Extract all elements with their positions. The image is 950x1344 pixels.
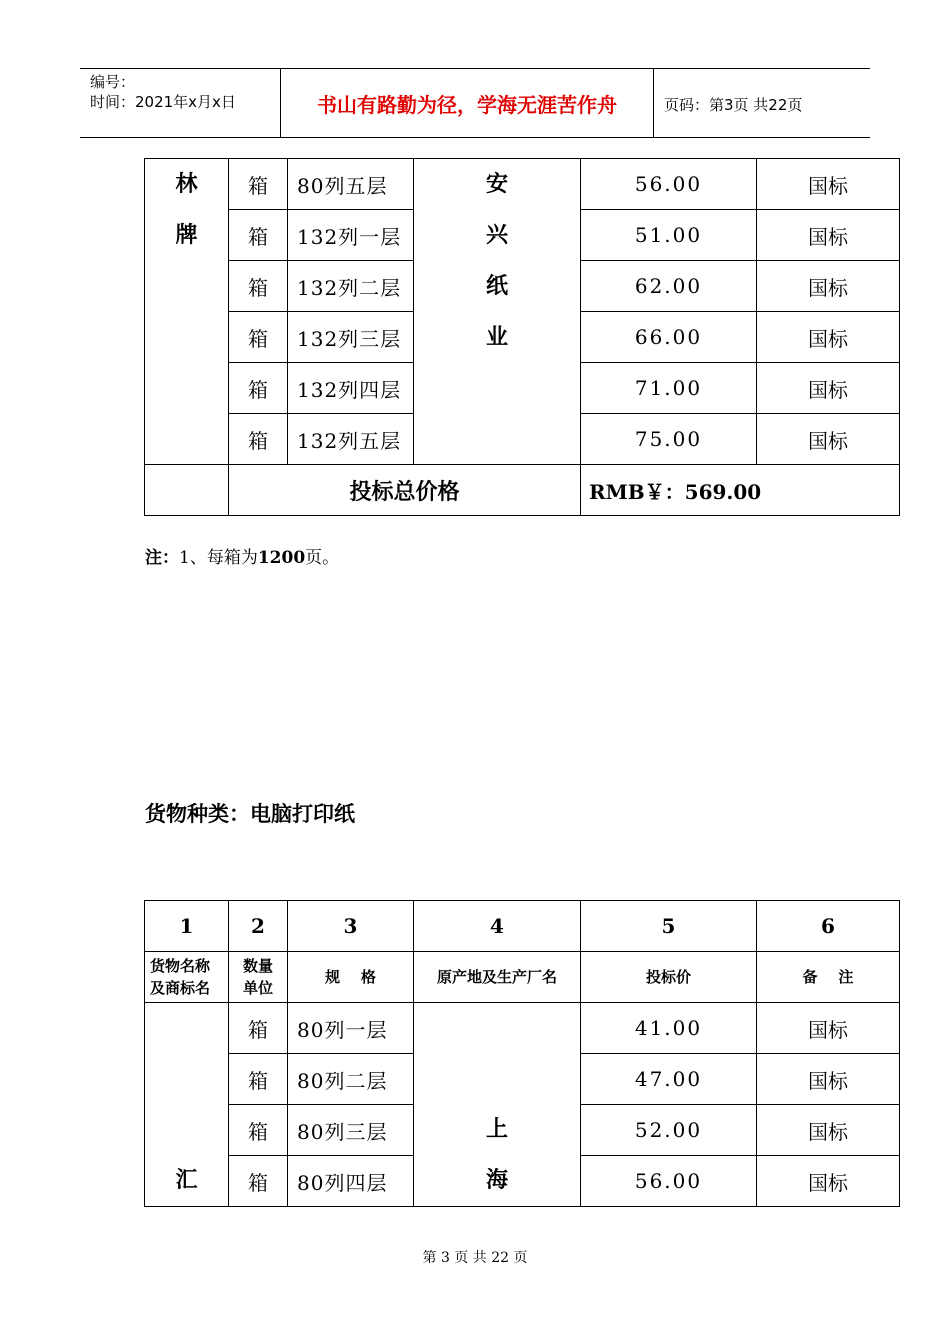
- spec-cell: 80列二层: [288, 1054, 414, 1105]
- column-number: 2: [229, 901, 288, 952]
- origin-char: 上: [485, 1116, 508, 1142]
- column-number: 3: [288, 901, 414, 952]
- header-price: 投标价: [581, 952, 757, 1003]
- header-goods-name: [145, 952, 229, 1003]
- price-cell: 41.00: [581, 1003, 757, 1054]
- origin-char: 业: [485, 324, 508, 350]
- total-price-label: 投标总价格: [229, 465, 581, 516]
- remark-cell: 国标: [757, 1003, 900, 1054]
- header-spec: 规 格: [288, 952, 414, 1003]
- brand-char: 林: [175, 171, 198, 197]
- brand-cell: [145, 159, 229, 465]
- remark-cell: 国标: [757, 414, 900, 465]
- header-qty-line2: 单位: [242, 979, 273, 997]
- note-suffix: 页。: [305, 548, 340, 568]
- spec-cell: 80列三层: [288, 1105, 414, 1156]
- goods-type-heading: 货物种类：电脑打印纸: [145, 801, 355, 826]
- price-cell: 56.00: [581, 1156, 757, 1207]
- origin-cell: [414, 1003, 581, 1207]
- header-origin: 原产地及生产厂名: [414, 952, 581, 1003]
- remark-cell: 国标: [757, 1156, 900, 1207]
- empty-cell: [145, 465, 229, 516]
- spec-cell: 80列四层: [288, 1156, 414, 1207]
- remark-cell: 国标: [757, 210, 900, 261]
- unit-cell: 箱: [229, 363, 288, 414]
- column-number: 4: [414, 901, 581, 952]
- unit-cell: 箱: [229, 1156, 288, 1207]
- column-number: 5: [581, 901, 757, 952]
- price-cell: 47.00: [581, 1054, 757, 1105]
- note-text: [145, 543, 339, 568]
- unit-cell: 箱: [229, 1054, 288, 1105]
- page-footer: 第 3 页 共 22 页: [422, 1250, 528, 1266]
- header-remark: 备 注: [757, 952, 900, 1003]
- price-cell: 75.00: [581, 414, 757, 465]
- price-cell: 62.00: [581, 261, 757, 312]
- unit-cell: 箱: [229, 414, 288, 465]
- column-number: 1: [145, 901, 229, 952]
- unit-cell: 箱: [229, 210, 288, 261]
- spec-cell: 132列四层: [288, 363, 414, 414]
- unit-cell: 箱: [229, 261, 288, 312]
- remark-cell: 国标: [757, 1105, 900, 1156]
- page-header: [80, 68, 870, 138]
- spec-cell: 132列五层: [288, 414, 414, 465]
- spec-cell: 132列一层: [288, 210, 414, 261]
- price-cell: 71.00: [581, 363, 757, 414]
- spec-cell: 132列二层: [288, 261, 414, 312]
- header-qty-line1: 数量: [242, 957, 273, 975]
- unit-cell: 箱: [229, 159, 288, 210]
- note-prefix: 注：: [145, 548, 179, 568]
- remark-cell: 国标: [757, 261, 900, 312]
- total-price-value: RMB￥：569.00: [581, 465, 900, 516]
- note-body: 1、每箱为: [179, 548, 258, 568]
- header-goods-line2: 及商标名: [150, 979, 211, 997]
- header-quantity-unit: [229, 952, 288, 1003]
- origin-char: 海: [485, 1167, 508, 1193]
- unit-cell: 箱: [229, 1003, 288, 1054]
- header-slogan: 书山有路勤为径，学海无涯苦作舟: [281, 69, 654, 137]
- price-cell: 56.00: [581, 159, 757, 210]
- spec-cell: 80列一层: [288, 1003, 414, 1054]
- column-number: 6: [757, 901, 900, 952]
- spec-cell: 80列五层: [288, 159, 414, 210]
- bid-table-2: [144, 900, 900, 1207]
- doc-number-label: 编号：: [90, 73, 136, 91]
- price-cell: 52.00: [581, 1105, 757, 1156]
- origin-char: 安: [485, 171, 508, 197]
- remark-cell: 国标: [757, 363, 900, 414]
- remark-cell: 国标: [757, 159, 900, 210]
- header-page-label: 页码：第3页 共22页: [664, 96, 803, 114]
- unit-cell: 箱: [229, 312, 288, 363]
- brand-char: 牌: [175, 222, 198, 248]
- note-number: 1200: [257, 548, 306, 568]
- remark-cell: 国标: [757, 1054, 900, 1105]
- origin-char: 兴: [485, 222, 508, 248]
- spec-cell: 132列三层: [288, 312, 414, 363]
- header-meta: [80, 69, 281, 137]
- bid-table-1: [144, 158, 900, 516]
- header-goods-line1: 货物名称: [150, 957, 211, 975]
- brand-char: 汇: [175, 1167, 198, 1193]
- doc-time-label: 时间：2021年x月x日: [90, 93, 236, 111]
- price-cell: 66.00: [581, 312, 757, 363]
- brand-cell: [145, 1003, 229, 1207]
- origin-cell: [414, 159, 581, 465]
- unit-cell: 箱: [229, 1105, 288, 1156]
- price-cell: 51.00: [581, 210, 757, 261]
- origin-char: 纸: [485, 273, 508, 299]
- remark-cell: 国标: [757, 312, 900, 363]
